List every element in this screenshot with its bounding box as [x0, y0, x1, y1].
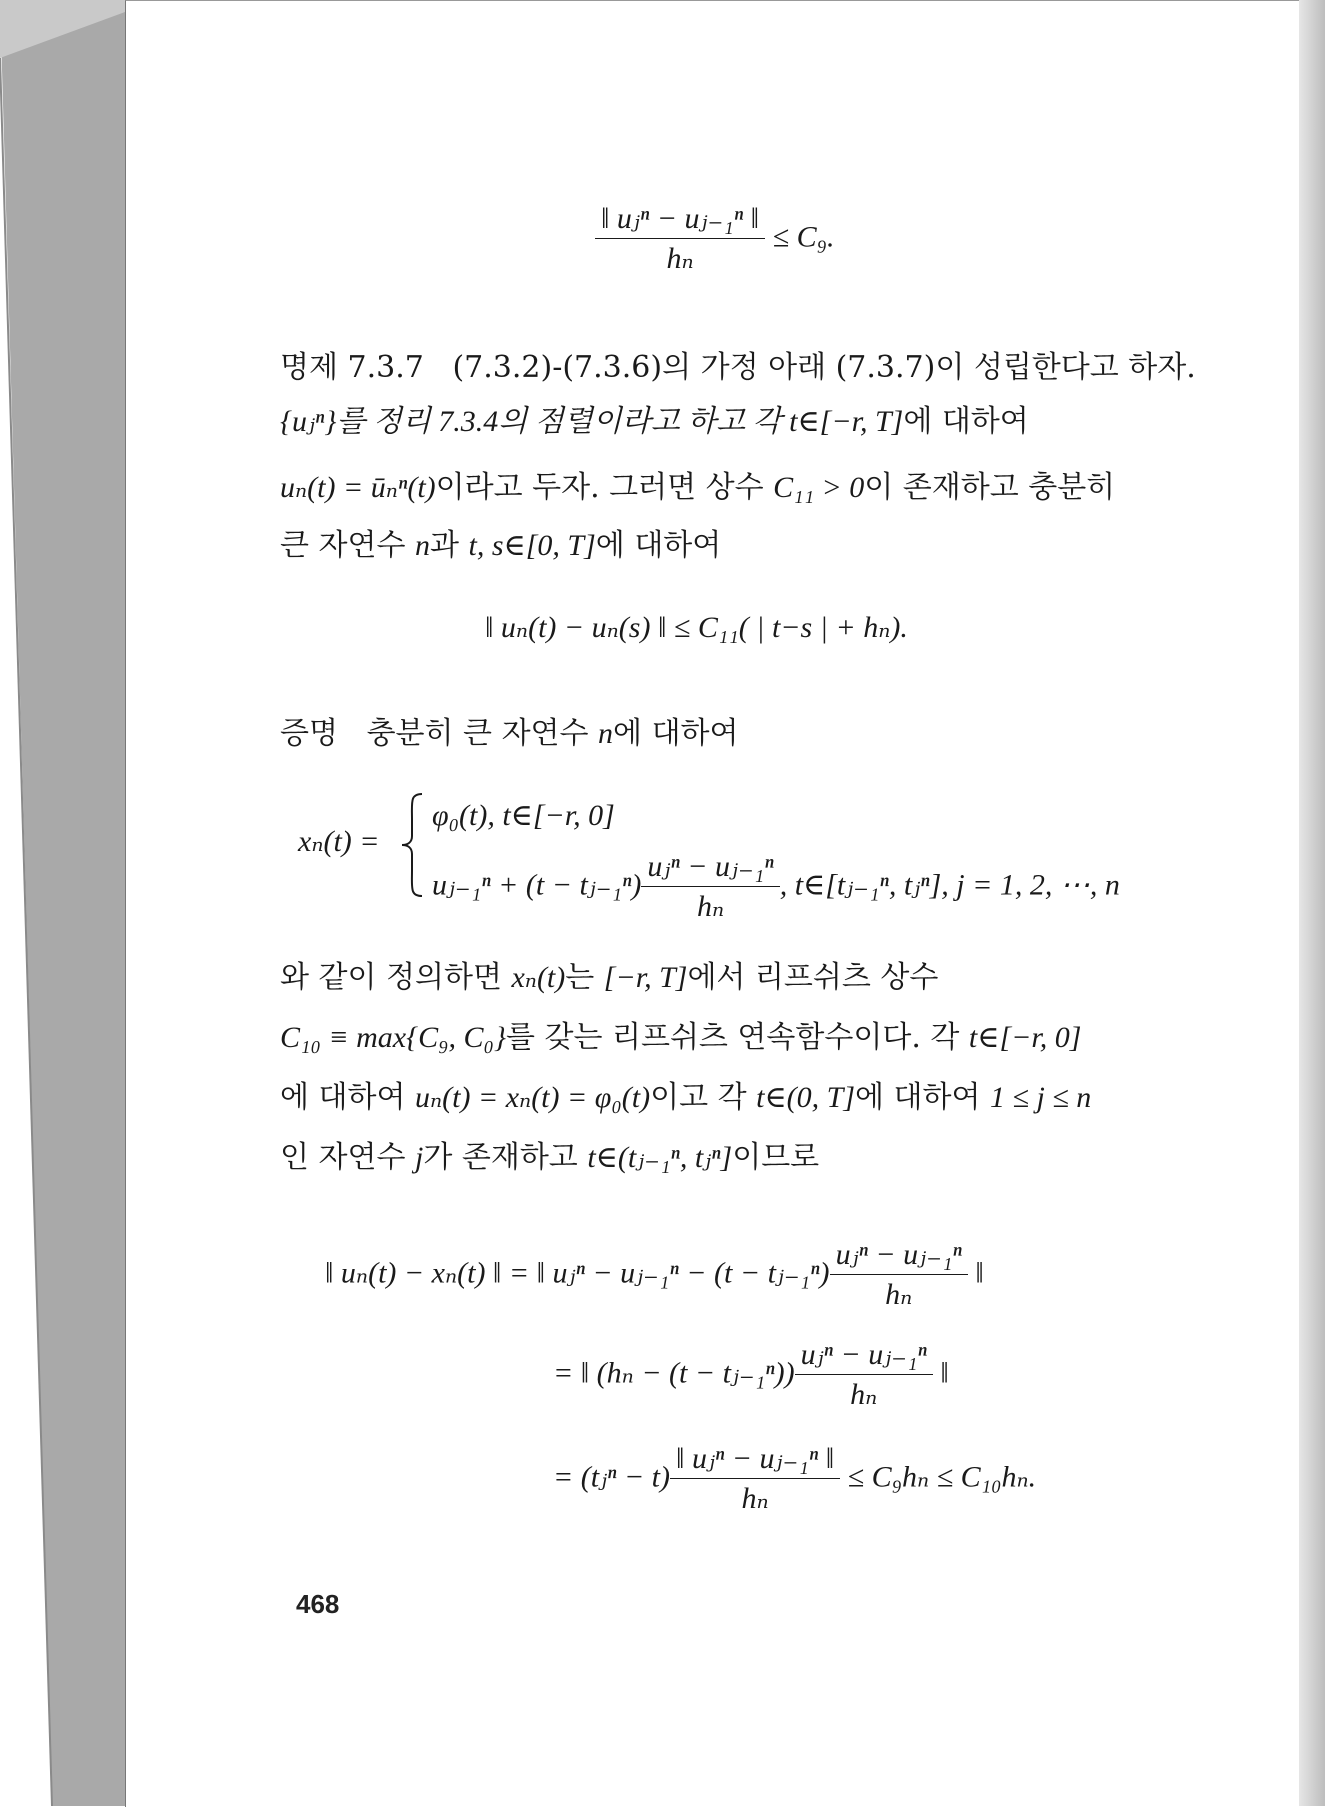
math: ≤ C₉hₙ ≤ C₁₀hₙ.: [847, 1460, 1037, 1494]
page-number: 468: [296, 1589, 340, 1619]
math: xₙ(t) =: [298, 825, 380, 858]
inequality-rhs: ≤ C₉.: [772, 220, 835, 254]
left-brace: [398, 790, 428, 900]
text: 와 같이 정의하면: [280, 960, 512, 995]
math: uⱼ₋₁ⁿ + (t − tⱼ₋₁ⁿ): [432, 868, 642, 902]
math: n: [598, 717, 614, 750]
denominator: hₙ: [850, 1378, 878, 1411]
proposition-line-1: [280, 348, 1196, 388]
math: t∈[−r, T]: [789, 405, 904, 438]
proposition-line-4: [280, 526, 721, 566]
text: 에 대하여: [595, 528, 722, 563]
equation-line-2: [553, 1336, 949, 1415]
page-edge: [1299, 0, 1325, 1806]
math: C₁₀ ≡ max{C₉, C₀}: [280, 1021, 506, 1054]
numerator: ‖ uⱼⁿ − uⱼ₋₁ⁿ ‖: [670, 1440, 840, 1479]
fraction: [641, 848, 779, 927]
text: 에 대하여: [613, 716, 739, 751]
text: 이므로: [732, 1140, 820, 1175]
math: , t∈[tⱼ₋₁ⁿ, tⱼⁿ], j = 1, 2, ⋯, n: [779, 868, 1120, 902]
math: ‖: [975, 1256, 984, 1290]
text: 이라고 두자. 그러면 상수: [435, 470, 774, 505]
math: uₙ(t) = ūₙⁿ(t): [280, 471, 436, 504]
proposition-line-2: [280, 402, 1029, 442]
definition-lhs: [298, 822, 380, 862]
text: 인 자연수: [280, 1140, 415, 1175]
text: {uⱼⁿ}를 정리 7.3.4의 점렬이라고 하고 각: [280, 405, 790, 438]
numerator: uⱼⁿ − uⱼ₋₁ⁿ: [795, 1336, 933, 1375]
fraction: [595, 200, 765, 279]
denominator: hₙ: [696, 890, 725, 923]
text: 에 대하여: [855, 1080, 991, 1115]
fraction: [830, 1236, 968, 1315]
math: ‖: [940, 1356, 949, 1390]
math: t∈[−r, 0]: [968, 1021, 1082, 1054]
definition-case-2: [432, 848, 1120, 927]
proof-line-2: [280, 1018, 1081, 1058]
equation-line-3: [553, 1440, 1036, 1519]
numerator: uⱼⁿ − uⱼ₋₁ⁿ: [641, 848, 779, 887]
math: = (tⱼⁿ − t): [553, 1460, 671, 1494]
math: C₁₁ > 0: [773, 471, 865, 504]
text: 큰 자연수: [280, 528, 415, 563]
book-spine-side: [0, 0, 130, 1806]
proof-intro: [280, 714, 739, 754]
math: t, s∈[0, T]: [468, 529, 596, 562]
math: xₙ(t): [511, 961, 566, 994]
proposition-line-3: [280, 468, 1115, 508]
proposition-display-equation: [485, 608, 908, 648]
math: n: [415, 529, 430, 562]
definition-case-1: [432, 796, 615, 836]
proposition-label: 명제 7.3.7: [280, 350, 424, 385]
numerator: ‖ uⱼⁿ − uⱼ₋₁ⁿ ‖: [595, 200, 765, 239]
equation: ‖ uₙ(t) − uₙ(s) ‖ ≤ C₁₁( | t−s | + hₙ).: [485, 611, 908, 644]
top-inequality: [595, 200, 835, 279]
denominator: hₙ: [666, 242, 694, 275]
proof-line-3: [280, 1078, 1091, 1118]
proposition-text: (7.3.2)-(7.3.6)의 가정 아래 (7.3.7)이 성립한다고 하자.: [452, 350, 1196, 385]
text: 에 대하여: [903, 404, 1029, 439]
math: t∈(0, T]: [756, 1081, 856, 1114]
math: j: [415, 1141, 424, 1174]
math: 1 ≤ j ≤ n: [990, 1081, 1092, 1114]
text: 는: [565, 960, 604, 995]
text: 충분히 큰 자연수: [366, 716, 599, 751]
proof-line-1: [280, 958, 938, 998]
text: 이고 각: [650, 1080, 757, 1115]
fraction: [670, 1440, 840, 1519]
proof-line-4: [280, 1138, 819, 1178]
text: 이 존재하고 충분히: [864, 470, 1116, 505]
denominator: hₙ: [885, 1278, 913, 1311]
text: 과: [430, 528, 469, 563]
math: = ‖ (hₙ − (t − tⱼ₋₁ⁿ)): [553, 1356, 795, 1390]
math: [−r, T]: [603, 961, 688, 994]
math: ‖ uₙ(t) − xₙ(t) ‖ = ‖ uⱼⁿ − uⱼ₋₁ⁿ − (t − tⱼ₋₁ⁿ): [325, 1256, 830, 1290]
text: 를 갖는 리프쉬츠 연속함수이다. 각: [505, 1020, 969, 1055]
text: 에서 리프쉬츠 상수: [687, 960, 939, 995]
equation-line-1: [325, 1236, 984, 1315]
math: t∈(tⱼ₋₁ⁿ, tⱼⁿ]: [587, 1141, 733, 1174]
math: uₙ(t) = xₙ(t) = φ₀(t): [415, 1081, 651, 1114]
fraction: [795, 1336, 933, 1415]
denominator: hₙ: [741, 1482, 769, 1515]
text: 에 대하여: [280, 1080, 415, 1115]
numerator: uⱼⁿ − uⱼ₋₁ⁿ: [830, 1236, 968, 1275]
math: φ₀(t), t∈[−r, 0]: [432, 799, 615, 832]
proof-label: 증명: [280, 716, 338, 751]
text: 가 존재하고: [423, 1140, 588, 1175]
